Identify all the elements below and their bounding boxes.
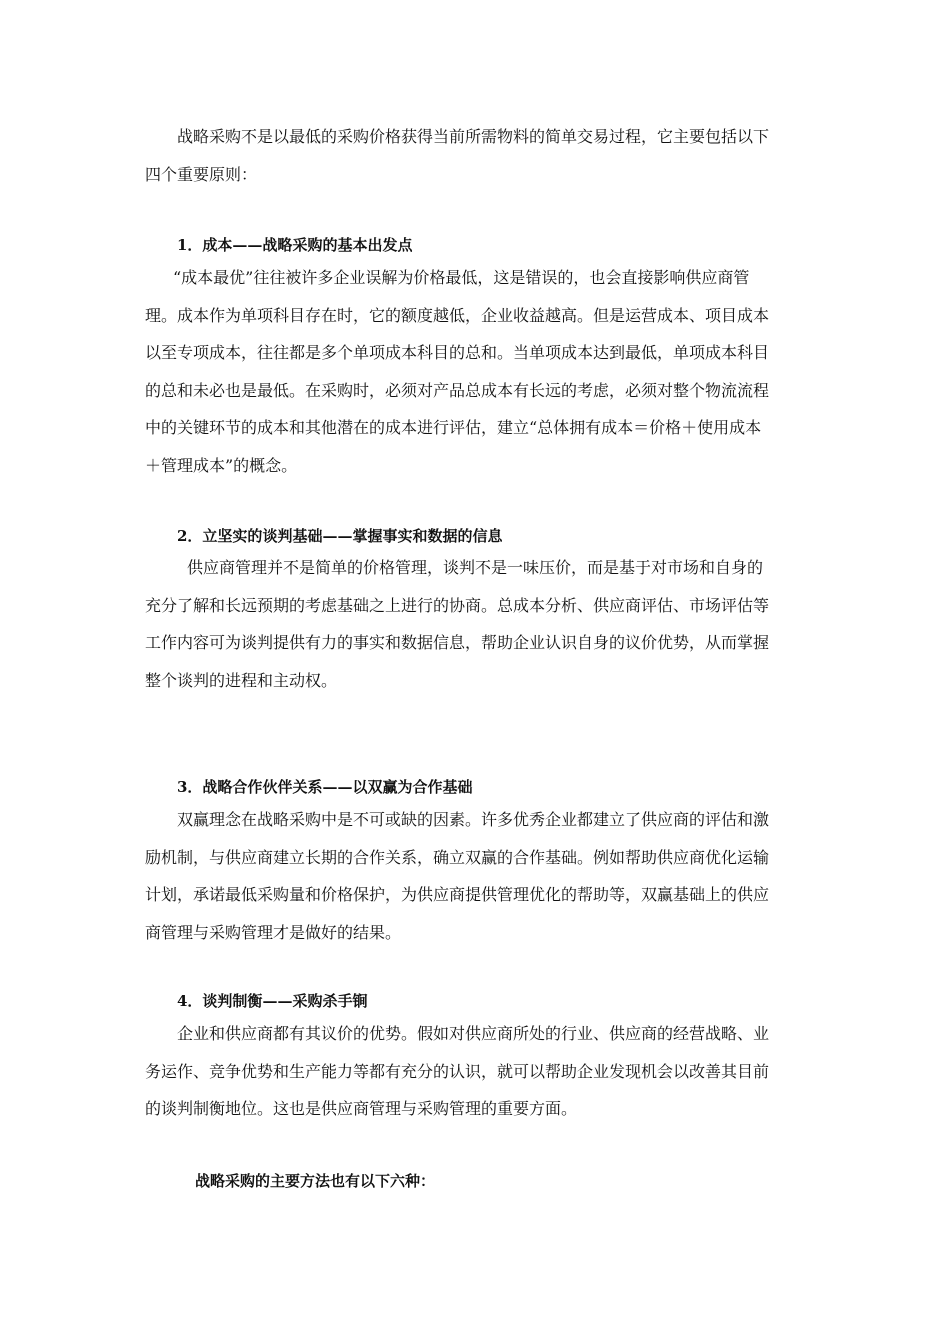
section-1-paragraph: [145, 259, 810, 484]
section-1-line: 理。成本作为单项科目存在时，它的额度越低，企业收益越高。但是运营成本、项目成本: [145, 305, 770, 325]
section-3-line: 励机制，与供应商建立长期的合作关系，确立双赢的合作基础。例如帮助供应商优化运输: [145, 847, 770, 867]
section-3-line: 双赢理念在战略采购中是不可或缺的因素。许多优秀企业都建立了供应商的评估和激: [177, 810, 770, 829]
section-3-line: 商管理与采购管理才是做好的结果。: [145, 922, 402, 942]
intro-line: 四个重要原则：: [145, 164, 258, 184]
section-4-heading: 4．谈判制衡——采购杀手锏: [177, 992, 368, 1010]
section-3-heading: 3．战略合作伙伴关系——以双赢为合作基础: [177, 778, 473, 796]
section-2-line: 充分了解和长远预期的考虑基础之上进行的协商。总成本分析、供应商评估、市场评估等: [145, 595, 770, 615]
methods-heading: 战略采购的主要方法也有以下六种：: [195, 1172, 436, 1190]
intro-paragraph: [145, 118, 810, 193]
section-1-line: 中的关键环节的成本和其他潜在的成本进行评估，建立“总体拥有成本＝价格＋使用成本: [145, 418, 762, 437]
section-1-line: “成本最优”往往被许多企业误解为价格最低，这是错误的，也会直接影响供应商管: [173, 268, 750, 287]
section-2-heading: 2．立坚实的谈判基础——掌握事实和数据的信息: [177, 527, 503, 545]
section-4-paragraph: [145, 1015, 810, 1128]
section-4-line: 的谈判制衡地位。这也是供应商管理与采购管理的重要方面。: [145, 1099, 578, 1118]
section-2-line: 供应商管理并不是简单的价格管理，谈判不是一味压价，而是基于对市场和自身的: [187, 558, 764, 577]
section-3-line: 计划，承诺最低采购量和价格保护，为供应商提供管理优化的帮助等，双赢基础上的供应: [145, 885, 770, 904]
section-1-line: ＋管理成本”的概念。: [145, 455, 298, 475]
intro-line: 战略采购不是以最低的采购价格获得当前所需物料的简单交易过程，它主要包括以下: [177, 127, 770, 146]
section-3-paragraph: [145, 801, 810, 951]
section-2-paragraph: [145, 549, 810, 699]
section-4-line: 务运作、竞争优势和生产能力等都有充分的认识，就可以帮助企业发现机会以改善其目前: [145, 1061, 770, 1081]
section-1-line: 以至专项成本，往往都是多个单项成本科目的总和。当单项成本达到最低，单项成本科目: [145, 343, 770, 362]
section-1-heading: 1．成本——战略采购的基本出发点: [177, 236, 413, 254]
section-1-line: 的总和未必也是最低。在采购时，必须对产品总成本有长远的考虑，必须对整个物流流程: [145, 380, 770, 400]
section-2-line: 工作内容可为谈判提供有力的事实和数据信息，帮助企业认识自身的议价优势，从而掌握: [145, 633, 770, 652]
section-2-line: 整个谈判的进程和主动权。: [145, 670, 338, 690]
section-4-line: 企业和供应商都有其议价的优势。假如对供应商所处的行业、供应商的经营战略、业: [177, 1024, 770, 1043]
